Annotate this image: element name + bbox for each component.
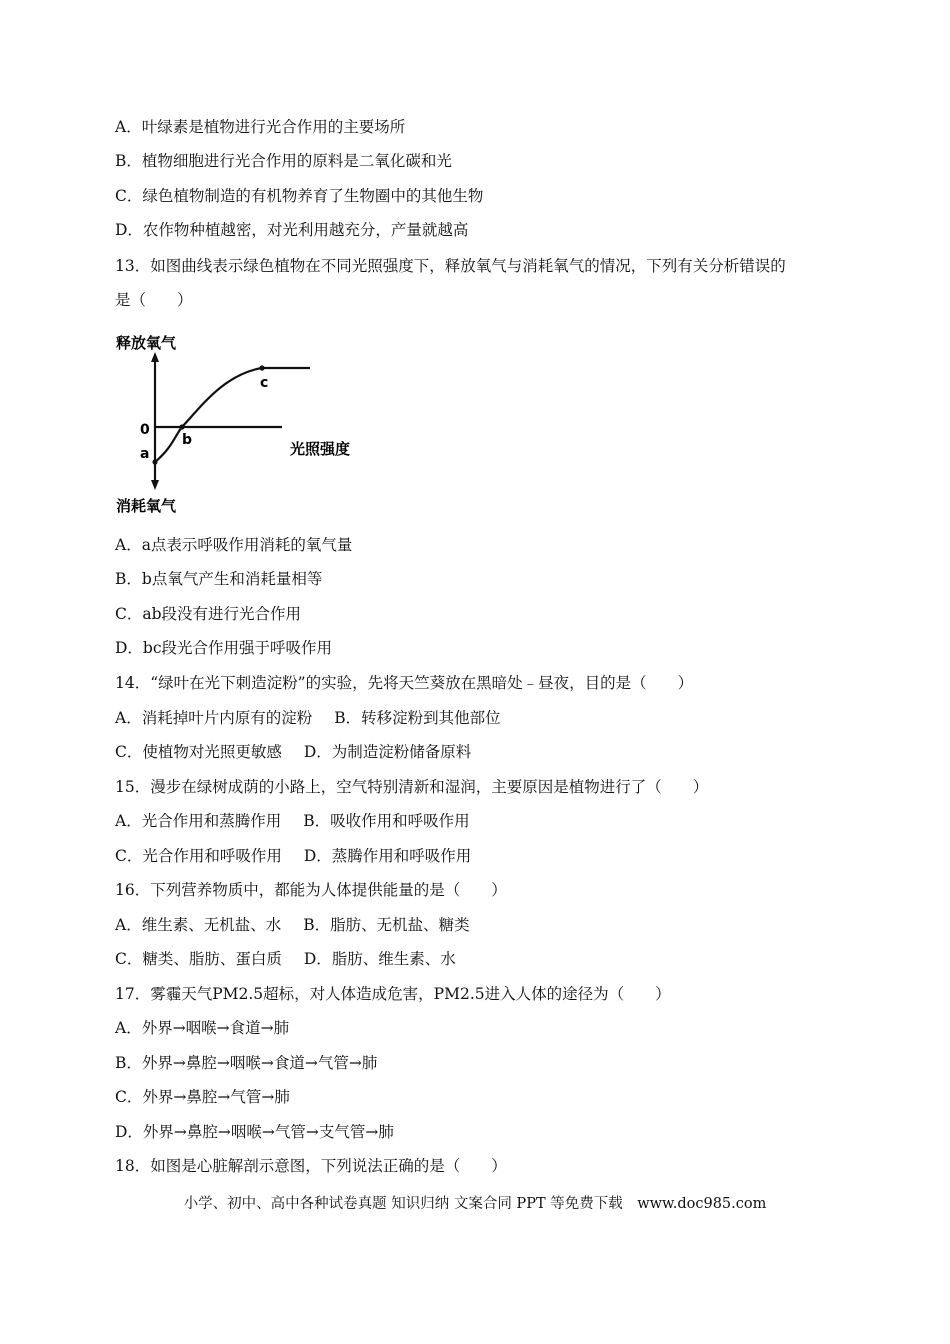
question-18-stem: 18．如图是心脏解剖示意图，下列说法正确的是（ ）	[115, 1157, 507, 1175]
origin-label: 0	[140, 422, 150, 438]
point-c-dot	[259, 365, 264, 370]
q17-option-a: A．外界→咽喉→食道→肺	[115, 1019, 290, 1037]
question-15-stem: 15．漫步在绿树成荫的小路上，空气特别清新和湿润，主要原因是植物进行了（ ）	[115, 778, 709, 796]
q16-option-b: B．脂肪、无机盐、糖类	[303, 916, 470, 934]
y-axis-top-arrow	[151, 352, 159, 362]
q14-option-b: B．转移淀粉到其他部位	[334, 709, 501, 727]
q14-options-row-2	[115, 742, 471, 762]
q15-option-b: B．吸收作用和呼吸作用	[303, 812, 470, 830]
question-13-stem-end: 是（ ）	[115, 291, 193, 309]
point-c-label: c	[260, 375, 269, 391]
question-17-stem: 17．雾霾天气PM2.5超标，对人体造成危害，PM2.5进入人体的途径为（ ）	[115, 985, 671, 1003]
y-axis-top-label: 释放氧气	[116, 334, 177, 352]
line-q12-a: A．叶绿素是植物进行光合作用的主要场所	[115, 118, 406, 136]
q14-option-a: A．消耗掉叶片内原有的淀粉	[115, 709, 313, 727]
y-axis-bottom-label: 消耗氧气	[116, 497, 177, 515]
q15-options-row-1	[115, 811, 470, 831]
q16-option-a: A．维生素、无机盐、水	[115, 916, 282, 934]
point-a-dot	[152, 459, 157, 464]
q17-option-b: B．外界→鼻腔→咽喉→食道→气管→肺	[115, 1054, 378, 1072]
q16-options-row-2	[115, 949, 456, 969]
oxygen-light-curve-figure	[112, 322, 372, 518]
question-13-stem: 13．如图曲线表示绿色植物在不同光照强度下，释放氧气与消耗氧气的情况，下列有关分析错误的	[115, 257, 786, 275]
q14-option-c: C．使植物对光照更敏感	[115, 743, 282, 761]
q16-option-d: D．脂肪、维生素、水	[303, 950, 456, 968]
q13-option-b: B．b点氧气产生和消耗量相等	[115, 570, 323, 588]
page-footer: 小学、初中、高中各种试卷真题 知识归纳 文案合同 PPT 等免费下载 www.doc985.com	[183, 1196, 767, 1212]
point-a-label: a	[140, 446, 150, 462]
line-q12-c: C．绿色植物制造的有机物养育了生物圈中的其他生物	[115, 187, 484, 205]
q13-option-c: C．ab段没有进行光合作用	[115, 605, 302, 623]
q14-option-d: D．为制造淀粉储备原料	[303, 743, 472, 761]
q15-option-d: D．蒸腾作用和呼吸作用	[303, 847, 472, 865]
q13-option-d: D．bc段光合作用强于呼吸作用	[115, 639, 333, 657]
q16-options-row-1	[115, 915, 470, 935]
q16-option-c: C．糖类、脂肪、蛋白质	[115, 950, 282, 968]
q15-option-c: C．光合作用和呼吸作用	[115, 847, 282, 865]
line-q12-d: D．农作物种植越密，对光利用越充分，产量就越高	[115, 221, 469, 239]
point-b-dot	[179, 424, 184, 429]
oxygen-curve	[155, 368, 310, 462]
question-14-stem: 14．“绿叶在光下刺造淀粉”的实验，先将天竺葵放在黑暗处﹣昼夜，目的是（ ）	[115, 674, 694, 692]
q13-option-a: A．a点表示呼吸作用消耗的氧气量	[115, 536, 353, 554]
y-axis-bottom-arrow	[151, 480, 159, 490]
q17-option-d: D．外界→鼻腔→咽喉→气管→支气管→肺	[115, 1123, 394, 1141]
q15-option-a: A．光合作用和蒸腾作用	[115, 812, 282, 830]
q15-options-row-2	[115, 846, 471, 866]
line-q12-b: B．植物细胞进行光合作用的原料是二氧化碳和光	[115, 152, 452, 170]
q14-options-row-1	[115, 708, 501, 728]
question-16-stem: 16．下列营养物质中，都能为人体提供能量的是（ ）	[115, 881, 507, 899]
q17-option-c: C．外界→鼻腔→气管→肺	[115, 1088, 290, 1106]
x-axis-label: 光照强度	[290, 440, 351, 458]
point-b-label: b	[182, 432, 193, 448]
